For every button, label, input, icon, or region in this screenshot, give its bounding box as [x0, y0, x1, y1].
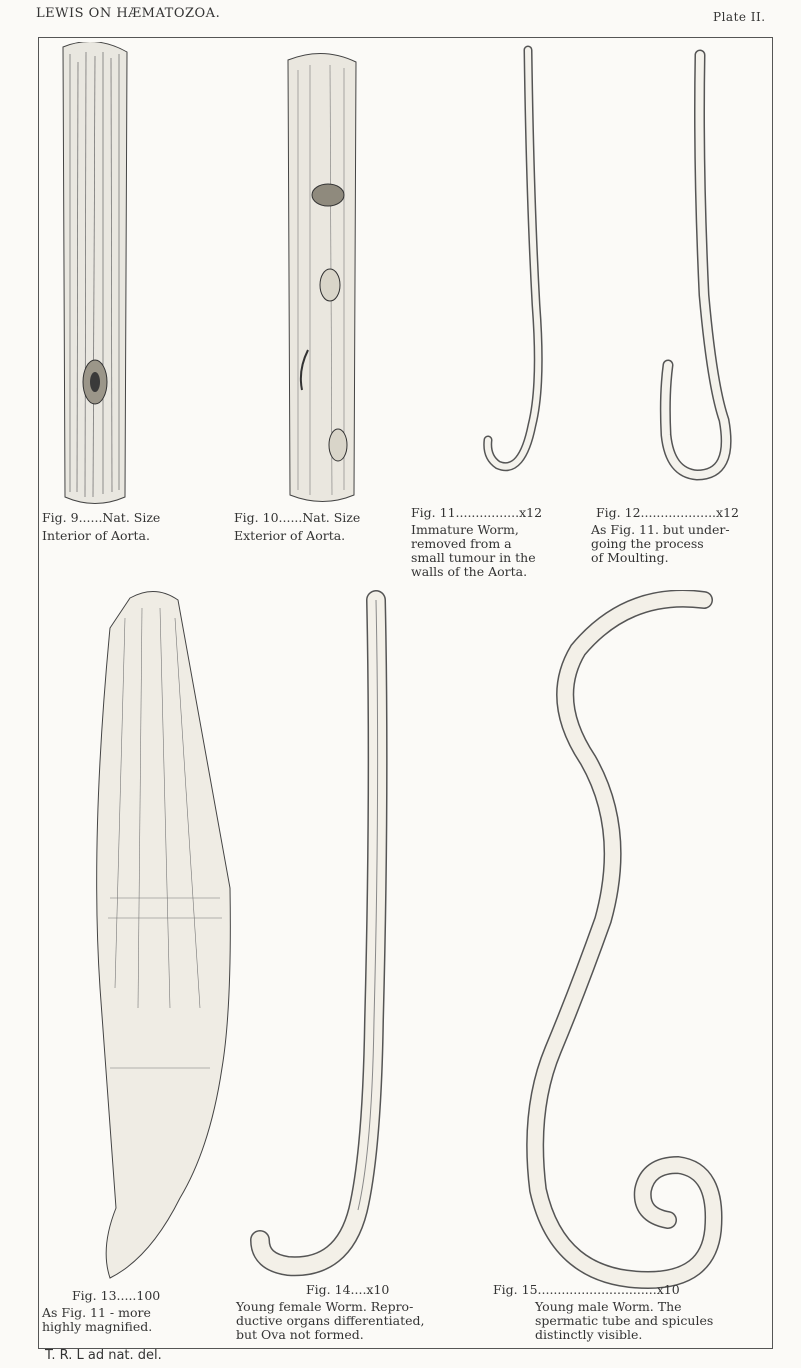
- fig14-desc-line1: Young female Worm. Repro-: [236, 1299, 414, 1314]
- fig12-desc-line3: of Moulting.: [591, 550, 669, 565]
- fig10-illustration: [268, 50, 368, 505]
- fig13-title: Fig. 13.....100: [72, 1288, 161, 1303]
- fig12-desc-line2: going the process: [591, 536, 704, 551]
- fig11-desc-line1: Immature Worm,: [411, 522, 519, 537]
- fig12-title: Fig. 12...................x12: [596, 505, 739, 520]
- fig9-illustration: [55, 42, 135, 507]
- fig15-desc-line1: Young male Worm. The: [535, 1299, 682, 1314]
- plate-header-title: LEWIS ON HÆMATOZOA.: [36, 6, 221, 21]
- fig12-illustration: [642, 45, 747, 500]
- fig15-title: Fig. 15..............................x10: [493, 1282, 680, 1297]
- plate-number: Plate II.: [713, 10, 766, 24]
- fig13-desc-line2: highly magnified.: [42, 1319, 153, 1334]
- fig9-title: Fig. 9......Nat. Size: [42, 510, 161, 525]
- artist-credit: T. R. L ad nat. del.: [45, 1348, 162, 1363]
- fig15-desc-line3: distinctly visible.: [535, 1327, 643, 1342]
- fig14-desc-line3: but Ova not formed.: [236, 1327, 364, 1342]
- fig11-illustration: [470, 45, 560, 500]
- fig13-desc-line1: As Fig. 11 - more: [42, 1305, 151, 1320]
- fig11-desc-line3: small tumour in the: [411, 550, 536, 565]
- fig12-desc-line1: As Fig. 11. but under-: [591, 522, 730, 537]
- fig11-desc-line2: removed from a: [411, 536, 512, 551]
- fig15-illustration: [508, 590, 748, 1295]
- fig14-desc-line2: ductive organs differentiated,: [236, 1313, 425, 1328]
- fig15-desc-line2: spermatic tube and spicules: [535, 1313, 714, 1328]
- fig10-description: Exterior of Aorta.: [234, 528, 346, 543]
- fig10-title: Fig. 10......Nat. Size: [234, 510, 361, 525]
- fig11-desc-line4: walls of the Aorta.: [411, 564, 528, 579]
- fig14-title: Fig. 14....x10: [306, 1282, 390, 1297]
- fig13-illustration: [70, 588, 240, 1288]
- fig9-description: Interior of Aorta.: [42, 528, 150, 543]
- fig14-illustration: [248, 590, 408, 1300]
- fig11-title: Fig. 11................x12: [411, 505, 543, 520]
